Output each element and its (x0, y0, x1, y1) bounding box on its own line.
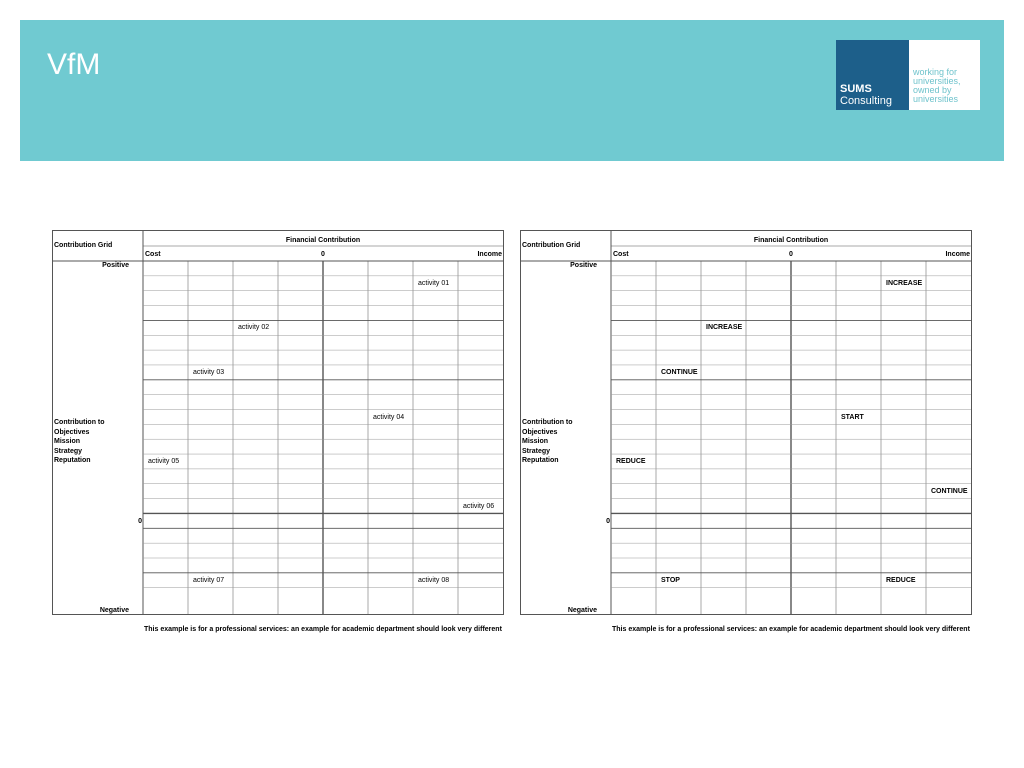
objectives-label: Contribution to (54, 419, 105, 426)
grid-lines (521, 231, 971, 614)
financial-contribution-header: Financial Contribution (285, 237, 361, 244)
logo-line-1: SUMS (840, 83, 872, 95)
grid-entry: INCREASE (886, 279, 923, 287)
grid-entry: REDUCE (616, 458, 646, 466)
logo-tagline-line: owned by (913, 85, 952, 95)
objectives-label: Strategy (54, 447, 83, 455)
footnote: This example is for a professional services: an example for academic department should look very different (612, 626, 970, 633)
logo-line-2: Consulting (840, 95, 892, 107)
objectives-label: Objectives (522, 428, 558, 436)
grid-title: Contribution Grid (54, 242, 113, 249)
income-label: Income (477, 251, 502, 258)
grid-title: Contribution Grid (522, 242, 581, 249)
row-zero-label: 0 (138, 518, 142, 525)
logo-tagline-line: working for (913, 67, 958, 77)
positive-label: Positive (570, 262, 597, 269)
grid-entry: STOP (661, 576, 680, 584)
grid-lines (53, 231, 503, 614)
zero-label: 0 (321, 251, 325, 258)
contribution-grid-activities (52, 230, 504, 615)
footnote: This example is for a professional services: an example for academic department should look very different (144, 626, 502, 633)
grid-entry: CONTINUE (931, 487, 968, 495)
logo-tagline (913, 68, 961, 104)
sums-consulting-logo (836, 40, 980, 110)
slide-title: VfM (47, 48, 101, 81)
positive-label: Positive (102, 262, 129, 269)
logo-block (836, 40, 909, 110)
grid-entry: INCREASE (706, 324, 743, 332)
negative-label: Negative (567, 607, 597, 614)
grid-entry: REDUCE (886, 576, 916, 584)
grid-entry: activity 02 (238, 324, 270, 332)
cost-label: Cost (145, 251, 161, 258)
grid-entry: CONTINUE (661, 368, 698, 376)
title-banner (20, 20, 1004, 161)
grid-entry: activity 07 (193, 576, 225, 584)
objectives-label: Reputation (54, 457, 91, 464)
logo-tagline-line: universities (913, 94, 959, 104)
logo-tagline-line: universities, (913, 76, 961, 86)
objectives-label: Objectives (54, 428, 90, 436)
grid-entry: activity 05 (148, 458, 180, 466)
cost-label: Cost (613, 251, 629, 258)
objectives-label: Mission (522, 438, 549, 445)
objectives-label: Strategy (522, 447, 551, 455)
zero-label: 0 (789, 251, 793, 258)
grid-entry: activity 08 (418, 576, 450, 584)
objectives-label: Contribution to (522, 419, 573, 426)
financial-contribution-header: Financial Contribution (753, 237, 829, 244)
income-label: Income (945, 251, 970, 258)
grid-entry: activity 06 (463, 502, 495, 510)
objectives-label: Reputation (522, 457, 559, 464)
negative-label: Negative (99, 607, 129, 614)
grid-entry: activity 03 (193, 368, 225, 376)
contribution-grid-actions (520, 230, 972, 615)
grid-entry: START (841, 413, 864, 421)
grid-entry: activity 04 (373, 413, 405, 421)
row-zero-label: 0 (606, 518, 610, 525)
grid-entry: activity 01 (418, 279, 450, 287)
objectives-label: Mission (54, 438, 81, 445)
